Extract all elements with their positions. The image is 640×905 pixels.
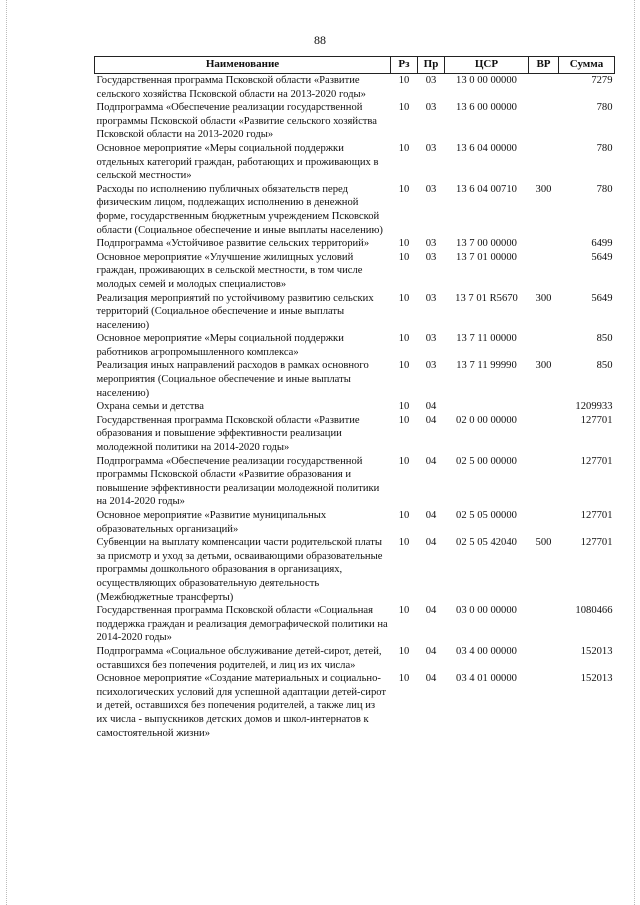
- cell-name: Основное мероприятие «Улучшение жилищных условий граждан, проживающих в сельской местности, в том числе молодых семей и молодых специалистов»: [96, 251, 363, 290]
- cell-name: Подпрограмма «Обеспечение реализации государственной программы Псковской области «Развитие сельского хозяйства Псковской области на 2013-2020 годы»: [96, 102, 377, 141]
- cell-rz: 10: [398, 537, 410, 549]
- cell-pr: 03: [425, 75, 437, 86]
- cell-rz: 10: [398, 183, 410, 195]
- cell-name: Субвенции на выплату компенсации части родительской платы за присмотр и уход за детьми, осваивающими образовательные программы дошкольного образования в организациях, осуществляющих образовательную деятельность (Межбюджетные трансферты): [96, 537, 383, 603]
- cell-csr: 02 5 05 00000: [456, 510, 517, 521]
- cell-pr: 04: [425, 645, 437, 657]
- cell-sum: 127701: [580, 537, 613, 549]
- table-row: [95, 359, 615, 400]
- page-number: 88: [314, 33, 326, 47]
- cell-name: Расходы по исполнению публичных обязательств перед физическим лицом, подлежащих исполнению в денежной форме, государственным бюджетным учреждением Псковской области (Социальное обеспечение и иные выплаты населению): [96, 183, 383, 236]
- cell-pr: 03: [425, 251, 437, 263]
- cell-name: Основное мероприятие «Меры социальной поддержки работников агропромышленного комплекса»: [96, 333, 344, 358]
- table-row: [95, 332, 615, 359]
- cell-csr: 02 5 05 42040: [456, 537, 517, 549]
- cell-sum: 5649: [591, 251, 613, 263]
- table-row: [95, 509, 615, 536]
- cell-vr: 500: [535, 537, 552, 549]
- cell-rz: 10: [398, 238, 410, 250]
- cell-rz: 10: [398, 292, 410, 304]
- left-margin-line: [6, 0, 7, 905]
- cell-pr: 04: [425, 537, 437, 549]
- cell-pr: 03: [425, 102, 437, 114]
- cell-pr: 03: [425, 292, 437, 304]
- cell-vr: 300: [535, 292, 552, 304]
- table-row: [95, 251, 615, 292]
- table-row: [95, 183, 615, 237]
- table-row: [95, 142, 615, 183]
- cell-name: Государственная программа Псковской области «Развитие сельского хозяйства Псковской области на 2013-2020 годы»: [96, 75, 366, 100]
- cell-name: Подпрограмма «Обеспечение реализации государственной программы Псковской области «Развитие образования и повышение эффективности реализации молодежной политики на 2014-2020 годы»: [96, 455, 380, 508]
- cell-pr: 04: [425, 510, 437, 521]
- cell-pr: 04: [425, 673, 437, 685]
- budget-table: [94, 56, 615, 740]
- cell-vr: [529, 237, 559, 251]
- cell-name: Основное мероприятие «Развитие муниципальных образовательных организаций»: [96, 510, 327, 535]
- header-pr: Пр: [418, 57, 445, 74]
- cell-name: Подпрограмма «Устойчивое развитие сельских территорий»: [96, 238, 370, 250]
- cell-name: Основное мероприятие «Меры социальной поддержки отдельных категорий граждан, работающих и проживающих в сельской местности»: [96, 142, 379, 182]
- cell-csr: 03 0 00 00000: [456, 605, 517, 617]
- cell-csr: 13 7 01 R5670: [455, 292, 518, 304]
- cell-rz: 10: [398, 401, 410, 413]
- cell-rz: 10: [398, 455, 410, 467]
- cell-csr: 03 4 01 00000: [456, 673, 517, 685]
- cell-sum: 850: [596, 360, 613, 372]
- cell-vr: [529, 332, 559, 359]
- cell-vr: [529, 672, 559, 740]
- cell-vr: [529, 509, 559, 536]
- cell-vr: [529, 74, 559, 102]
- cell-rz: 10: [398, 510, 410, 521]
- cell-pr: 03: [425, 183, 437, 195]
- cell-name: Подпрограмма «Социальное обслуживание детей-сирот, детей, оставшихся без попечения родителей, и лиц из их числа»: [96, 645, 382, 671]
- cell-sum: 780: [596, 183, 613, 195]
- cell-rz: 10: [398, 333, 410, 345]
- cell-sum: 127701: [580, 455, 613, 467]
- cell-rz: 10: [398, 605, 410, 617]
- header-csr: ЦСР: [445, 57, 529, 74]
- cell-pr: 03: [425, 333, 437, 345]
- cell-name: Реализация иных направлений расходов в рамках основного мероприятия (Социальное обеспечение и иные выплаты населению): [96, 360, 369, 399]
- cell-rz: 10: [398, 75, 410, 86]
- cell-vr: [529, 414, 559, 455]
- cell-csr: 13 7 01 00000: [456, 251, 517, 263]
- cell-csr: 13 0 00 00000: [456, 75, 517, 86]
- table-row: [95, 414, 615, 455]
- cell-sum: 7279: [591, 75, 613, 86]
- table-row: [95, 400, 615, 414]
- table-row: [95, 455, 615, 509]
- cell-pr: 03: [425, 142, 437, 154]
- cell-sum: 780: [596, 142, 613, 154]
- cell-pr: 03: [425, 238, 437, 250]
- cell-rz: 10: [398, 142, 410, 154]
- cell-pr: 04: [425, 401, 437, 413]
- cell-rz: 10: [398, 251, 410, 263]
- cell-csr: 13 6 04 00710: [456, 183, 517, 195]
- cell-sum: 6499: [591, 238, 613, 250]
- table-row: [95, 604, 615, 645]
- header-vr: ВР: [529, 57, 559, 74]
- cell-csr: 13 6 04 00000: [456, 142, 517, 154]
- cell-csr: 02 5 00 00000: [456, 455, 517, 467]
- cell-csr: 03 4 00 00000: [456, 645, 517, 657]
- right-margin-line: [634, 0, 635, 905]
- header-name: Наименование: [95, 57, 391, 74]
- cell-sum: 1080466: [575, 605, 613, 617]
- cell-sum: 780: [596, 102, 613, 114]
- cell-sum: 850: [596, 333, 613, 345]
- cell-csr: [445, 400, 529, 414]
- cell-rz: 10: [398, 102, 410, 114]
- table-header-row: [95, 57, 615, 74]
- cell-vr: [529, 645, 559, 672]
- cell-csr: 13 6 00 00000: [456, 102, 517, 114]
- cell-sum: 5649: [591, 292, 613, 304]
- cell-rz: 10: [398, 414, 410, 426]
- cell-name: Государственная программа Псковской области «Социальная поддержка граждан и реализация демографической политики на 2014-2020 годы»: [96, 605, 388, 644]
- cell-name: Реализация мероприятий по устойчивому развитию сельских территорий (Социальное обеспечение и иные выплаты населению): [96, 292, 374, 331]
- table-row: [95, 101, 615, 142]
- table-body: [95, 74, 615, 741]
- cell-sum: 152013: [580, 673, 613, 685]
- cell-vr: [529, 142, 559, 183]
- cell-pr: 04: [425, 605, 437, 617]
- header-rz: Рз: [391, 57, 418, 74]
- cell-vr: 300: [535, 183, 552, 195]
- cell-sum: 152013: [580, 645, 613, 657]
- cell-csr: 13 7 11 00000: [456, 333, 517, 345]
- table-row: [95, 74, 615, 102]
- cell-rz: 10: [398, 360, 410, 372]
- cell-vr: [529, 101, 559, 142]
- cell-vr: [529, 604, 559, 645]
- cell-csr: 02 0 00 00000: [456, 414, 517, 426]
- table-row: [95, 292, 615, 333]
- cell-pr: 03: [425, 360, 437, 372]
- cell-vr: 300: [535, 360, 552, 372]
- cell-csr: 13 7 11 99990: [456, 360, 517, 372]
- cell-name: Охрана семьи и детства: [96, 401, 204, 413]
- cell-sum: 127701: [580, 414, 613, 426]
- cell-csr: 13 7 00 00000: [456, 238, 517, 250]
- table-row: [95, 645, 615, 672]
- cell-pr: 04: [425, 414, 437, 426]
- cell-vr: [529, 455, 559, 509]
- cell-pr: 04: [425, 455, 437, 467]
- cell-sum: 127701: [580, 510, 613, 521]
- table-row: [95, 237, 615, 251]
- cell-sum: 1209933: [575, 401, 613, 413]
- cell-vr: [529, 251, 559, 292]
- cell-name: Государственная программа Псковской области «Развитие образования и повышение эффективности реализации молодежной политики на 2014-2020 годы»: [96, 414, 360, 454]
- cell-vr: [529, 400, 559, 414]
- table-row: [95, 672, 615, 740]
- header-sum: Сумма: [559, 57, 615, 74]
- table-row: [95, 536, 615, 604]
- cell-rz: 10: [398, 673, 410, 685]
- cell-name: Основное мероприятие «Создание материальных и социально-психологических условий для успешной адаптации детей-сирот и детей, оставшихся без попечения родителей, а также лиц из их числа - выпускников детских домов и школ-интернатов к самостоятельной жизни»: [96, 673, 387, 739]
- cell-rz: 10: [398, 645, 410, 657]
